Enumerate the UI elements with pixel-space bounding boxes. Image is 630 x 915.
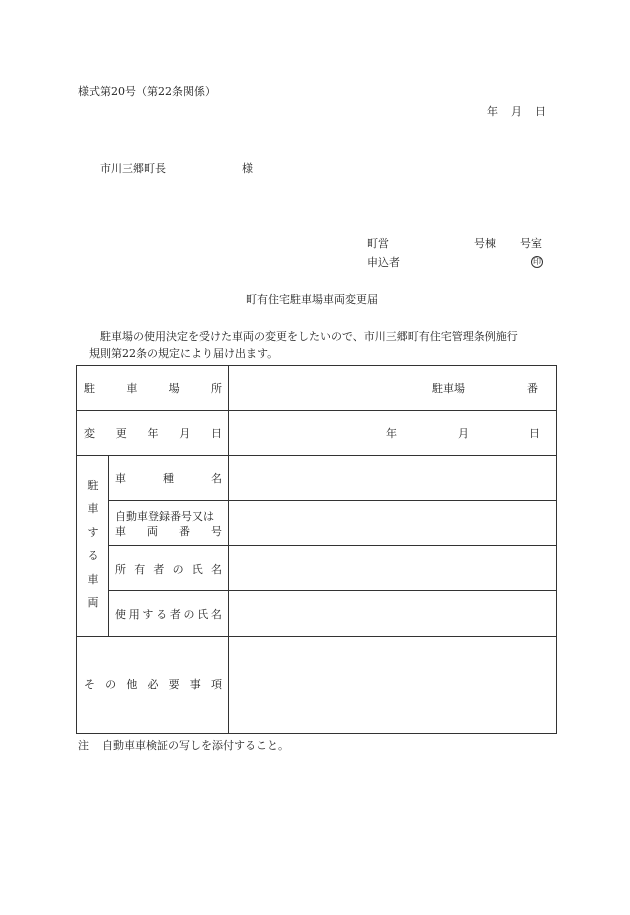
user-name-field[interactable]: [236, 599, 548, 627]
addressee-name: 市川三郷町長: [100, 162, 166, 175]
intro-line-1: 駐車場の使用決定を受けた車両の変更をしたいので、市川三郷町有住宅管理条例施行: [100, 330, 518, 343]
note-text: 自動車車検証の写しを添付すること。: [102, 739, 289, 752]
table-border-top: [76, 365, 557, 366]
table-rule: [108, 590, 557, 591]
date-day-label: 日: [535, 105, 546, 118]
note-prefix: 注: [78, 739, 89, 752]
registration-number-field[interactable]: [236, 509, 548, 537]
page-title: 町有住宅駐車場車両変更届: [246, 293, 378, 306]
table-subcolumn-divider: [108, 455, 109, 636]
vehicle-model-field[interactable]: [236, 464, 548, 492]
parking-location-label: 駐 車 場 所: [84, 382, 222, 395]
change-year-label: 年: [386, 427, 397, 440]
change-date-field[interactable]: [236, 419, 548, 447]
room-label: 号室: [520, 237, 542, 250]
registration-label-line-1: 自動車登録番号又は: [115, 510, 214, 523]
addressee-honorific: 様: [242, 162, 253, 175]
registration-label-line-2: 車 両 番 号: [115, 525, 222, 538]
owner-name-field[interactable]: [236, 554, 548, 582]
table-rule: [108, 545, 557, 546]
other-items-field[interactable]: [236, 645, 548, 725]
parking-number-field[interactable]: [470, 374, 522, 402]
building-label: 号棟: [474, 237, 496, 250]
town-label: 町営: [367, 237, 389, 250]
table-rule: [76, 455, 557, 456]
table-border-bottom: [76, 733, 557, 734]
parking-number-suffix: 番: [527, 382, 538, 395]
other-items-label: そ の 他 必 要 事 項: [84, 678, 222, 691]
date-month-label: 月: [511, 105, 522, 118]
owner-name-label: 所 有 者 の 氏 名: [115, 563, 222, 576]
vehicle-model-label: 車 種 名: [115, 472, 222, 485]
change-month-label: 月: [458, 427, 469, 440]
change-day-label: 日: [529, 427, 540, 440]
table-border-left: [76, 365, 77, 734]
table-column-divider: [228, 365, 229, 734]
applicant-label: 申込者: [367, 256, 400, 269]
intro-line-2: 規則第22条の規定により届け出ます。: [89, 347, 279, 360]
date-year-label: 年: [487, 105, 498, 118]
table-border-right: [556, 365, 557, 734]
seal-mark: 印: [533, 257, 541, 266]
table-rule: [76, 636, 557, 637]
form-number: 様式第20号（第22条関係）: [78, 85, 216, 98]
change-date-label: 変 更 年 月 日: [84, 427, 222, 440]
parking-location-field[interactable]: [236, 374, 424, 402]
user-name-label: 使 用 す る 者 の 氏 名: [115, 608, 222, 621]
parking-lot-label: 駐車場: [432, 382, 465, 395]
vehicle-group-label: 駐 車 す る 車 両: [87, 479, 99, 609]
table-rule: [108, 500, 557, 501]
table-rule: [76, 410, 557, 411]
